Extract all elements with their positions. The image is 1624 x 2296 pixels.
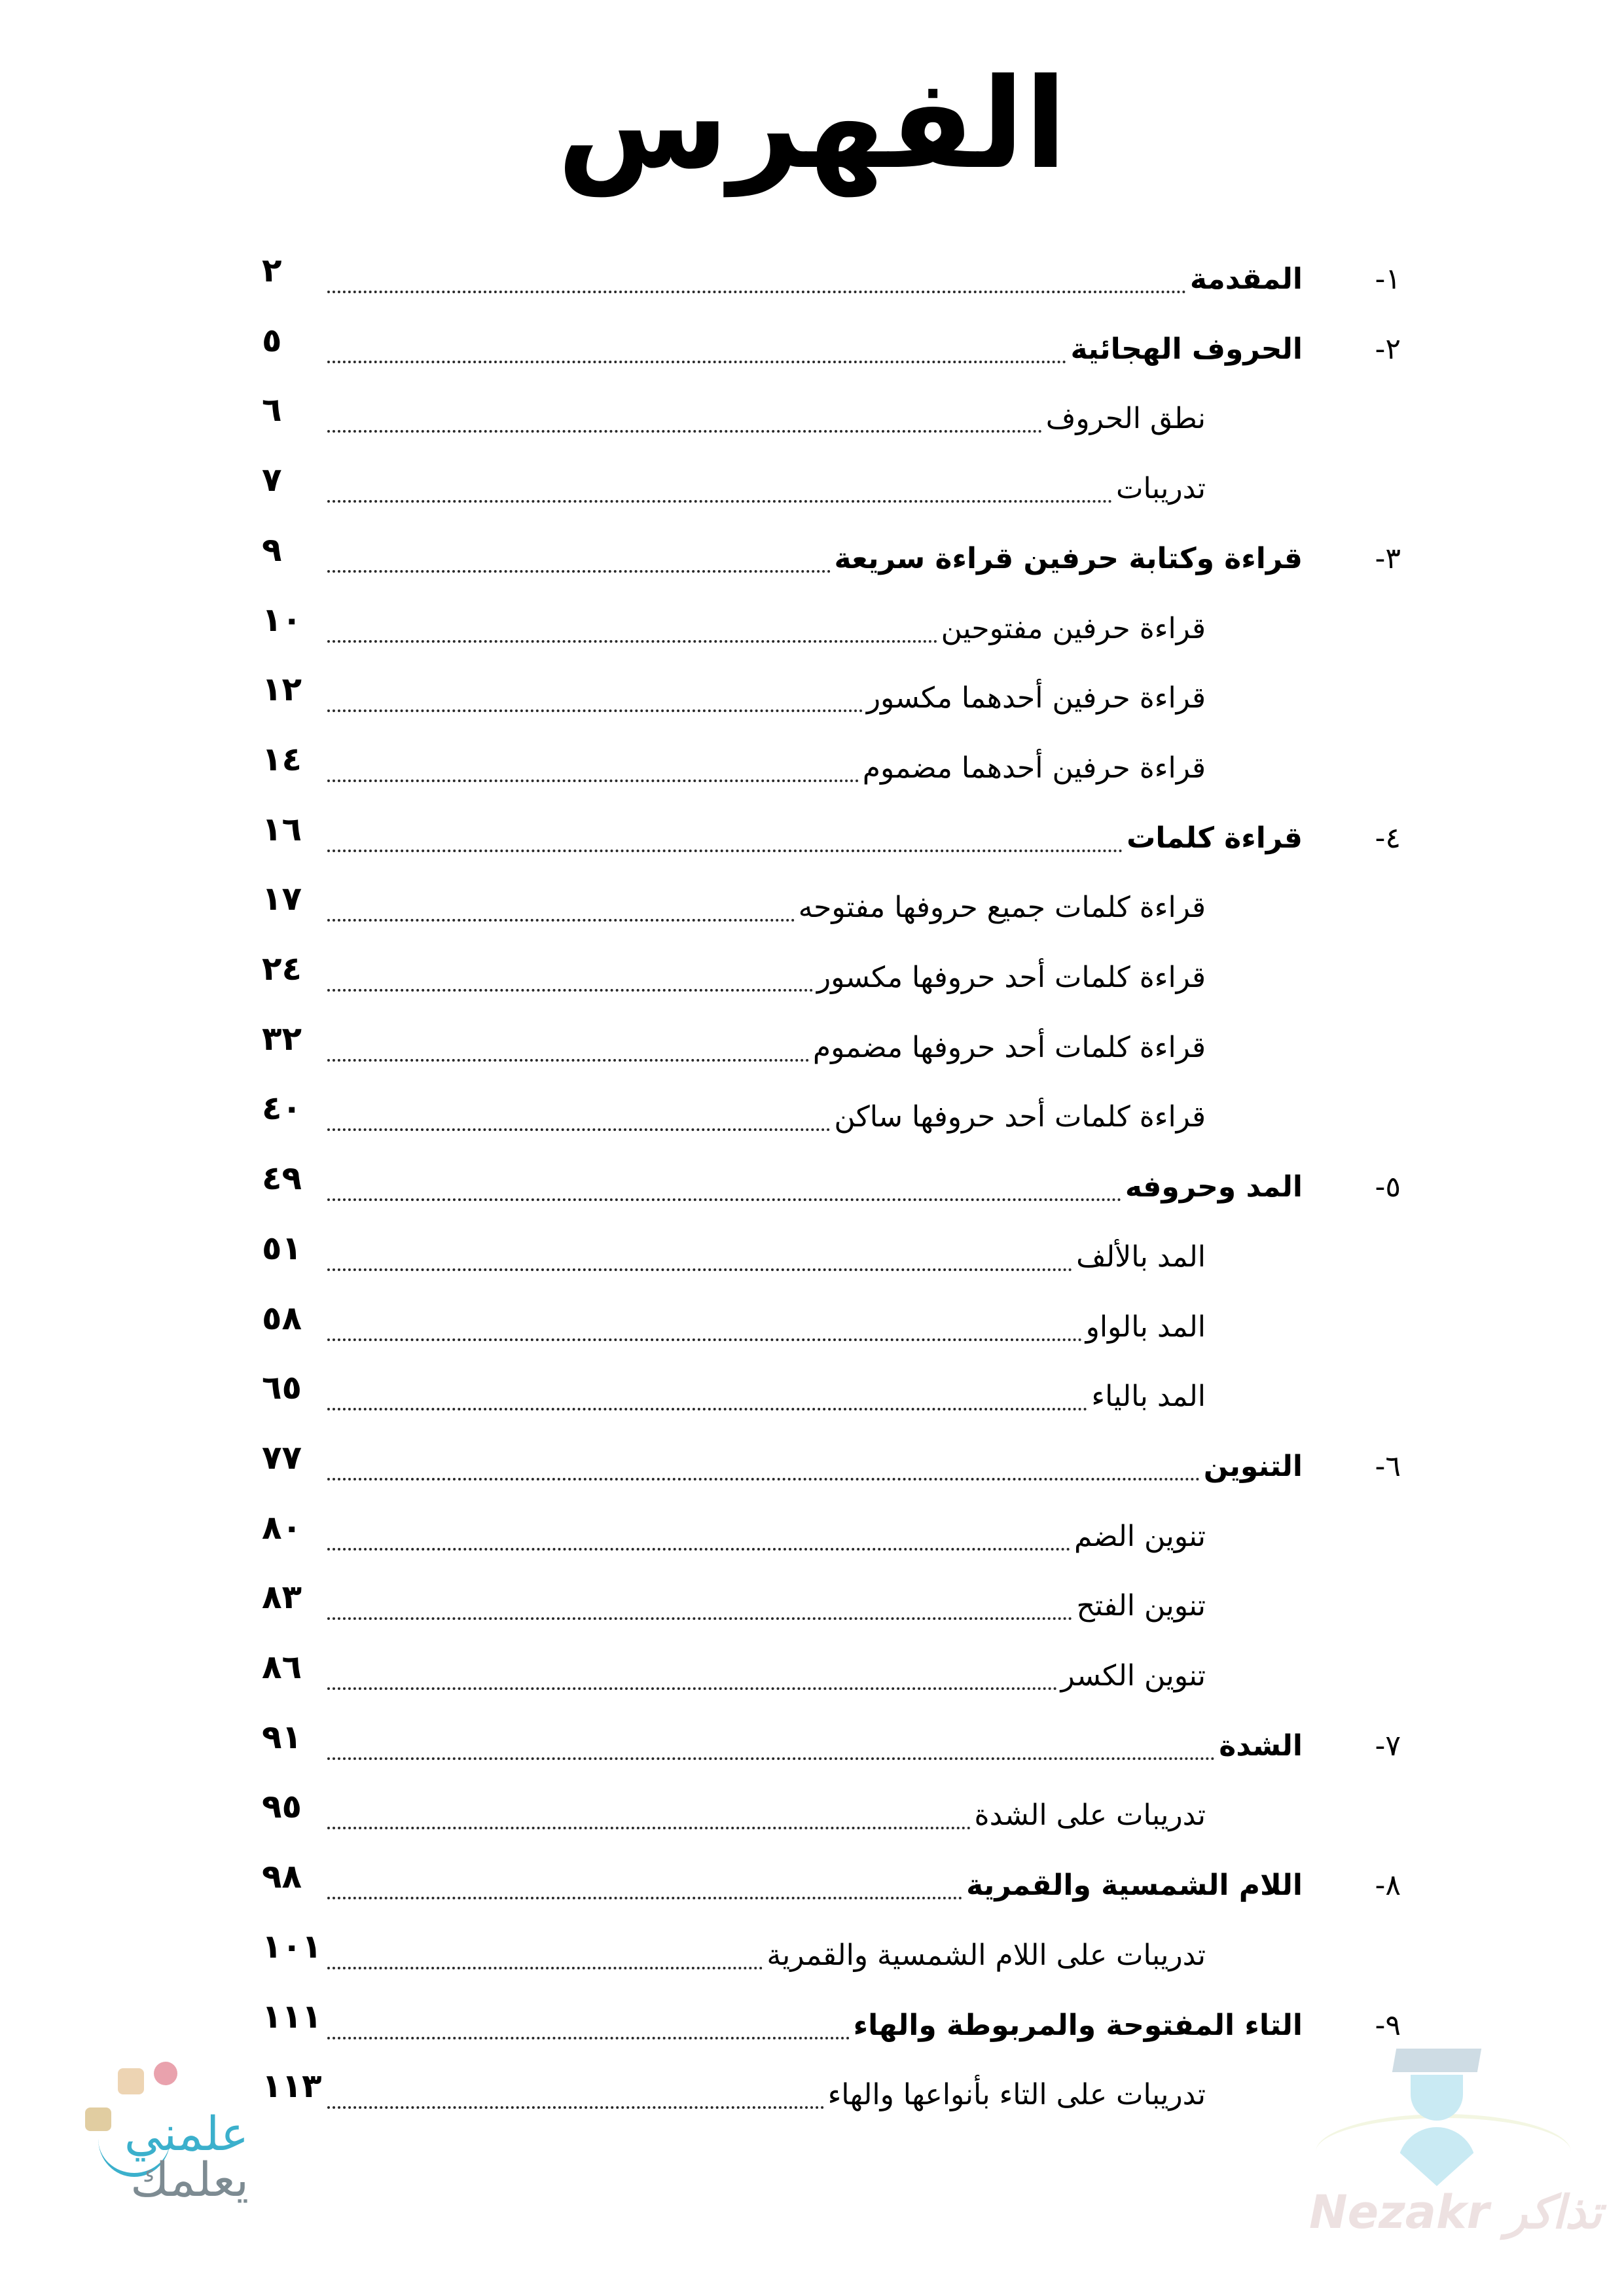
toc-subsection-row[interactable] [249, 1228, 1401, 1287]
page-number: ٨٣ [262, 1578, 302, 1617]
dot-leader [327, 1548, 1070, 1551]
page-number: ٢٤ [262, 950, 302, 988]
entry-title[interactable]: تدريبات على الشدة [973, 1786, 1206, 1845]
logo-decoration-icon [118, 2068, 144, 2094]
entry-title[interactable]: قراءة كلمات [1125, 809, 1303, 868]
toc-section-row[interactable] [249, 1996, 1401, 2055]
toc-subsection-row[interactable] [249, 600, 1401, 658]
entry-title[interactable]: المد بالألف [1075, 1228, 1206, 1287]
page-number: ١٠١ [262, 1927, 322, 1965]
page-number: ٤٩ [262, 1159, 302, 1198]
dot-leader [327, 570, 831, 573]
dot-leader [327, 989, 813, 992]
entry-title[interactable]: تنوين الفتح [1075, 1577, 1206, 1636]
dot-leader [327, 1059, 809, 1062]
toc-subsection-row[interactable] [249, 948, 1401, 1007]
page-title: الفهرس [556, 52, 1068, 196]
page-number: ٩١ [262, 1717, 302, 1756]
dot-leader [327, 2037, 850, 2039]
entry-title[interactable]: الشدة [1218, 1717, 1303, 1776]
dot-leader [327, 1617, 1072, 1620]
dot-leader [327, 919, 795, 922]
dot-leader [327, 1827, 971, 1829]
page-number: ٥١ [262, 1229, 302, 1267]
dot-leader [327, 1198, 1121, 1201]
dot-leader [327, 1338, 1082, 1341]
section-number: ٩- [1375, 2008, 1401, 2042]
entry-title[interactable]: قراءة وكتابة حرفين قراءة سريعة [833, 529, 1303, 588]
page-number: ٨٠ [262, 1508, 302, 1547]
page-number: ١٦ [262, 810, 302, 848]
page-number: ٥ [262, 321, 282, 359]
page-number: ٢ [262, 251, 282, 289]
entry-title[interactable]: قراءة كلمات أحد حروفها مكسور [816, 948, 1206, 1007]
section-number: ٥- [1375, 1170, 1401, 1204]
entry-title[interactable]: المد بالياء [1090, 1367, 1206, 1426]
entry-title[interactable]: المد وحروفه [1124, 1158, 1303, 1217]
page-number: ١٠ [262, 600, 302, 639]
toc-subsection-row[interactable] [249, 2066, 1401, 2125]
watermark-brand-text: Nezakr تذاكر [1309, 2185, 1602, 2239]
page-number: ٩٨ [262, 1857, 302, 1896]
entry-title[interactable]: التنوين [1202, 1437, 1303, 1496]
toc-section-row[interactable] [249, 1856, 1401, 1915]
dot-leader [327, 709, 863, 712]
page-number: ٣٢ [262, 1019, 302, 1058]
toc-subsection-row[interactable] [249, 1507, 1401, 1566]
logo-flower-icon [154, 2062, 177, 2085]
dot-leader [327, 1408, 1087, 1410]
dot-leader [327, 500, 1112, 503]
entry-title[interactable]: قراءة كلمات أحد حروفها مضموم [812, 1018, 1206, 1077]
dot-leader [327, 430, 1042, 433]
toc-subsection-row[interactable] [249, 459, 1401, 518]
toc-section-row[interactable] [249, 1437, 1401, 1496]
nezakr-watermark [1303, 2036, 1602, 2251]
entry-title[interactable]: الحروف الهجائية [1069, 320, 1303, 379]
dot-leader [327, 1967, 763, 1969]
section-number: ٣- [1375, 541, 1401, 575]
logo-text-line1: علمني [124, 2106, 249, 2161]
toc-subsection-row[interactable] [249, 1298, 1401, 1357]
section-number: ٢- [1375, 332, 1401, 366]
page-number: ١١١ [262, 1997, 322, 2036]
entry-title[interactable]: قراءة حرفين أحدهما مكسور [865, 669, 1206, 728]
page-number: ٦ [262, 391, 282, 429]
entry-title[interactable]: نطق الحروف [1045, 389, 1206, 448]
entry-title[interactable]: التاء المفتوحة والمربوطة والهاء [852, 1996, 1303, 2055]
entry-title[interactable]: المد بالواو [1085, 1298, 1206, 1357]
entry-title[interactable]: تدريبات على التاء بأنواعها والهاء [827, 2066, 1206, 2125]
toc-subsection-row[interactable] [249, 389, 1401, 448]
toc-subsection-row[interactable] [249, 1088, 1401, 1147]
toc-section-row[interactable] [249, 809, 1401, 868]
dot-leader [327, 291, 1186, 293]
entry-title[interactable]: تدريبات [1115, 459, 1206, 518]
page-number: ٥٨ [262, 1299, 302, 1337]
toc-subsection-row[interactable] [249, 1018, 1401, 1077]
toc-section-row[interactable] [249, 1717, 1401, 1776]
toc-subsection-row[interactable] [249, 1786, 1401, 1845]
entry-title[interactable]: قراءة حرفين أحدهما مضموم [861, 739, 1206, 798]
page-number: ٦٥ [262, 1369, 302, 1407]
page-number: ١٧ [262, 880, 302, 918]
page-number: ٧٧ [262, 1438, 302, 1477]
toc-subsection-row[interactable] [249, 1926, 1401, 1985]
entry-title[interactable]: تدريبات على اللام الشمسية والقمرية [765, 1926, 1206, 1985]
page-number: ٧ [262, 461, 282, 499]
dot-leader [327, 1687, 1057, 1690]
logo-text-line2: يعلمك [130, 2152, 249, 2207]
toc-subsection-row[interactable] [249, 1577, 1401, 1636]
entry-title[interactable]: اللام الشمسية والقمرية [965, 1856, 1303, 1915]
toc-section-row[interactable] [249, 250, 1401, 309]
entry-title[interactable]: المقدمة [1189, 250, 1303, 309]
dot-leader [327, 2106, 824, 2109]
page-number: ١٤ [262, 740, 302, 778]
section-number: ١- [1375, 262, 1401, 296]
page-number: ٩٥ [262, 1787, 302, 1826]
page-number: ٩ [262, 530, 282, 569]
toc-subsection-row[interactable] [249, 1647, 1401, 1706]
page-number: ٤٠ [262, 1089, 302, 1128]
section-number: ٨- [1375, 1869, 1401, 1903]
dot-leader [327, 1268, 1072, 1271]
entry-title[interactable]: تنوين الضم [1073, 1507, 1206, 1566]
dot-leader [327, 361, 1066, 363]
toc-subsection-row[interactable] [249, 1367, 1401, 1426]
section-number: ٤- [1375, 821, 1401, 855]
graduation-cap-icon [1392, 2049, 1481, 2072]
allimni-logo [79, 2088, 275, 2219]
entry-title[interactable]: قراءة حرفين مفتوحين [940, 600, 1206, 658]
page-number: ١١٣ [262, 2067, 322, 2106]
dot-leader [327, 640, 937, 643]
dot-leader [327, 850, 1123, 852]
section-number: ٧- [1375, 1729, 1401, 1763]
page-number: ١٢ [262, 670, 302, 709]
toc-section-row[interactable] [249, 1158, 1401, 1217]
page-number: ٨٦ [262, 1648, 302, 1686]
section-number: ٦- [1375, 1449, 1401, 1483]
toc-subsection-row[interactable] [249, 739, 1401, 798]
entry-title[interactable]: تنوين الكسر [1060, 1647, 1206, 1706]
entry-title[interactable]: قراءة كلمات جميع حروفها مفتوحه [797, 878, 1206, 937]
toc-subsection-row[interactable] [249, 669, 1401, 728]
dot-leader [327, 1478, 1200, 1480]
entry-title[interactable]: قراءة كلمات أحد حروفها ساكن [833, 1088, 1206, 1147]
toc-subsection-row[interactable] [249, 878, 1401, 937]
toc-section-row[interactable] [249, 320, 1401, 379]
dot-leader [327, 1897, 962, 1899]
toc-section-row[interactable] [249, 529, 1401, 588]
dot-leader [327, 780, 859, 782]
dot-leader [327, 1128, 830, 1131]
dot-leader [327, 1757, 1215, 1760]
